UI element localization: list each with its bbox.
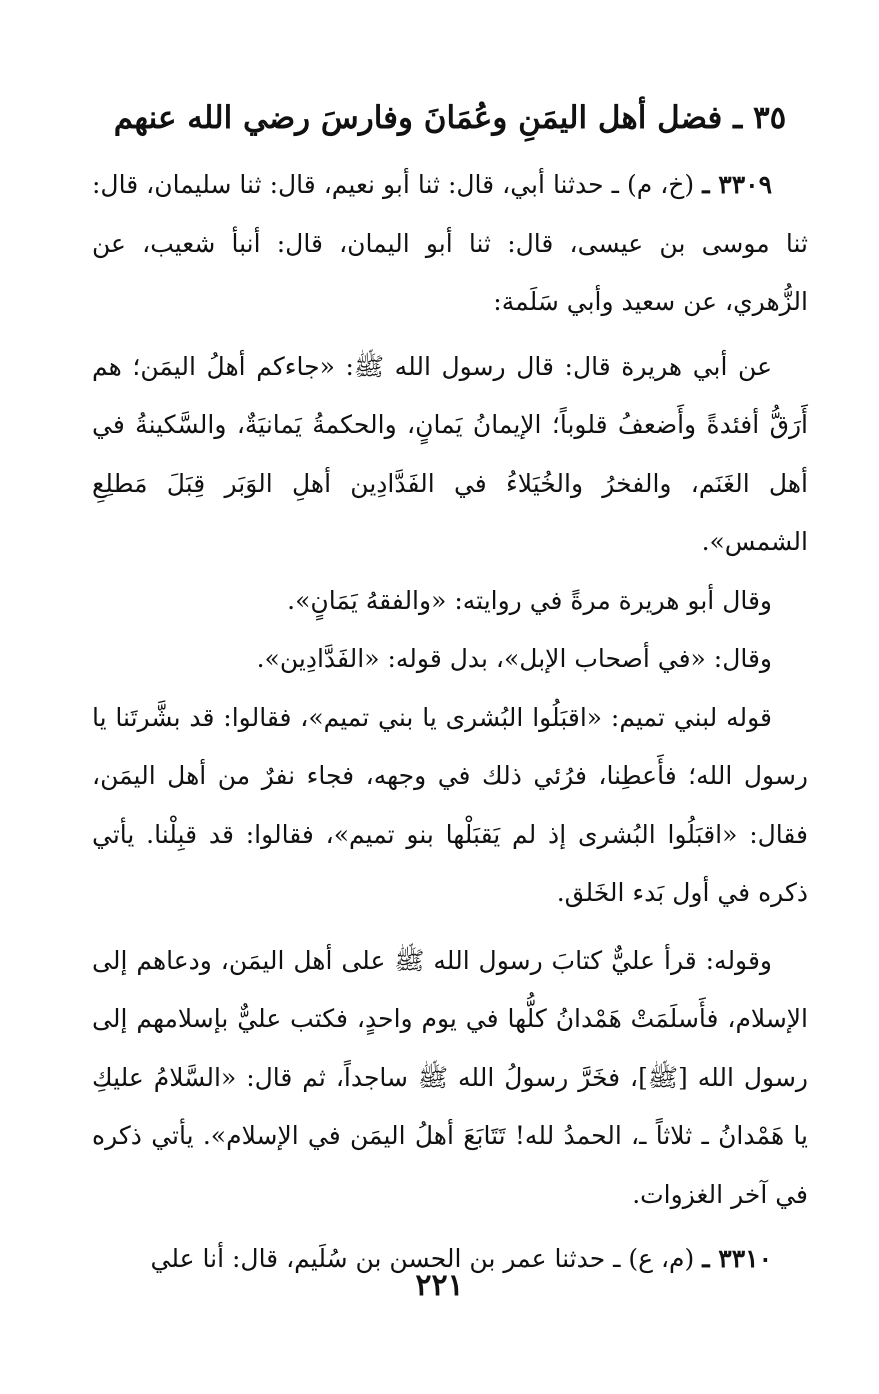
hadith-text-paragraph: عن أبي هريرة قال: قال رسول الله ﷺ: «جاءكم أهلُ اليمَن؛ هم أَرَقُّ أفئدةً وأَضعفُ قلوباً؛ الإيمانُ يَمانٍ، والحكمةُ يَمانيَةٌ، والسَّكينةُ في أهل الغَنَم، والفخرُ والخُيَلاءُ في الفَدَّادِين أهلِ الوَبَر قِبَلَ مَطلِعِ الشمس». xyxy=(92,351,808,556)
hadith-3309 xyxy=(92,156,808,332)
page-number: ٢٢١ xyxy=(415,1268,464,1303)
book-page xyxy=(92,88,808,1289)
isnad-text: (خ، م) ـ حدثنا أبي، قال: ثنا أبو نعيم، قال: ثنا سليمان، قال: ثنا موسى بن عيسى، قال: ثنا أبو اليمان، قال: أنبأ شعيب، عن الزُّهري، عن سعيد وأبي سَلَمة: xyxy=(92,170,808,316)
spacer xyxy=(92,923,808,932)
narration-note: وقال: «في أصحاب الإبل»، بدل قوله: «الفَدَّادِين». xyxy=(256,644,772,673)
commentary-paragraph: وقوله: قرأ عليٌّ كتابَ رسول الله ﷺ على أهل اليمَن، ودعاهم إلى الإسلام، فأَسلَمَتْ هَمْدانُ كلُّها في يوم واحدٍ، فكتب عليٌّ بإسلامهم إلى رسول الله [ﷺ]، فخَرَّ رسولُ الله ﷺ ساجداً، ثم قال: «السَّلامُ عليكِ يا هَمْدانُ ـ ثلاثاً ـ، الحمدُ لله! تَتَابَعَ أهلُ اليمَن في الإسلام». يأتي ذكره في آخر الغزوات. xyxy=(92,945,808,1209)
isnad-text: (م، ع) ـ حدثنا عمر بن الحسن بن سُلَيم، قال: أنا علي xyxy=(150,1244,703,1273)
hadith-number: ٣٣٠٩ ـ xyxy=(702,170,772,199)
commentary-paragraph: قوله لبني تميم: «اقبَلُوا البُشرى يا بني تميم»، فقالوا: قد بشَّرتَنا يا رسول الله؛ فأَعطِنا، فرُئي ذلك في وجهه، فجاء نفرٌ من أهل اليمَن، فقال: «اقبَلُوا البُشرى إذ لم يَقبَلْها بنو تميم»، فقالوا: قد قبِلْنا. يأتي ذكره في أول بَدء الخَلق. xyxy=(92,702,808,907)
narration-note: وقال أبو هريرة مرةً في روايته: «والفقهُ يَمَانٍ». xyxy=(287,585,772,615)
hadith-number: ٣٣١٠ ـ xyxy=(702,1244,772,1273)
chapter-title: ٣٥ ـ فضل أهل اليمَنِ وعُمَانَ وفارسَ رضي الله عنهم xyxy=(113,100,787,136)
